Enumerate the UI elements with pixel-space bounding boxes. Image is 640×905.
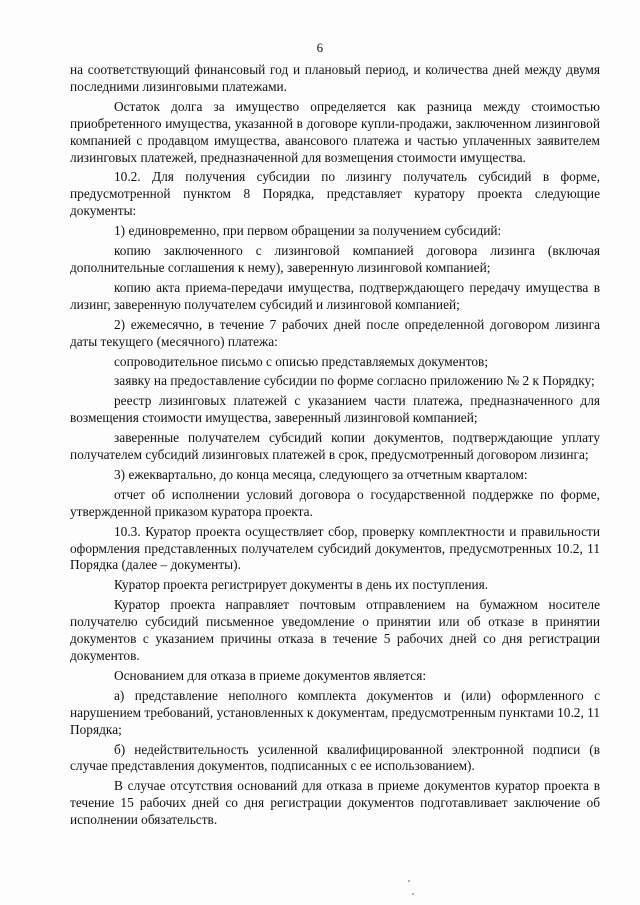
list-item-refusal-a: а) представление неполного комплекта документов и (или) оформленного с нарушением требований, установленных к документам, предусмотренным пунктами 10.2, 11 Порядка; — [70, 687, 600, 737]
list-item-subsidy-application: заявку на предоставление субсидии по форме согласно приложению № 2 к Порядку; — [114, 373, 595, 389]
paragraph-10-2: 10.2. Для получения субсидии по лизингу получатель субсидий в форме, предусмотренной пунктом 8 Порядка, представляет куратору проекта следующие документы: — [70, 169, 600, 219]
list-item-refusal-b: б) недействительность усиленной квалифицированной электронной подписи (в случае представления документов, подписанных с ее использованием). — [70, 741, 600, 774]
paragraph-notification: Куратор проекта направляет почтовым отправлением на бумажном носителе получателю субсидий письменное уведомление о принятии или об отказе в принятии документов с указанием причины отказа в течение 5 рабочих дней со дня регистрации документов. — [70, 597, 600, 663]
list-item-acceptance-act-copy: копию акта приема-передачи имущества, подтверждающего передачу имущества в лизинг, заверенную получателем субсидий и лизинговой компанией; — [70, 279, 600, 312]
document-body — [70, 62, 600, 829]
page-number: 6 — [316, 40, 324, 55]
scan-speck — [408, 880, 410, 882]
list-item-cover-letter: сопроводительное письмо с описью представляемых документов; — [114, 353, 489, 369]
scan-speck — [412, 893, 414, 895]
list-item-payment-proofs: заверенные получателем субсидий копии документов, подтверждающие уплату получателем субсидий лизинговых платежей в срок, предусмотренный договором лизинга; — [70, 430, 600, 463]
paragraph-debt-balance: Остаток долга за имущество определяется как разница между стоимостью приобретенного имущества, указанной в договоре купли-продажи, заключенном лизинговой компанией с продавцом имущества, авансового платежа и частью уплаченных заявителем лизинговых платежей, предназначенной для возмещения стоимости имущества. — [70, 98, 600, 165]
list-item-monthly: 2) ежемесячно, в течение 7 рабочих дней после определенной договором лизинга даты текущего (месячного) платежа: — [70, 316, 600, 349]
list-item-performance-report: отчет об исполнении условий договора о государственной поддержке по форме, утвержденной приказом куратора проекта. — [70, 486, 600, 519]
list-item-quarterly: 3) ежеквартально, до конца месяца, следующего за отчетным кварталом: — [114, 466, 528, 482]
list-item-leasing-contract-copy: копию заключенного с лизинговой компанией договора лизинга (включая дополнительные соглашения к нему), заверенную лизинговой компанией; — [70, 243, 600, 275]
paragraph-10-3: 10.3. Куратор проекта осуществляет сбор, проверку комплектности и правильности оформления представленных получателем субсидий документов, предусмотренных 10.2, 11 Порядка (далее – документы). — [70, 523, 600, 573]
paragraph-continuation: на соответствующий финансовый год и плановый период, и количества дней между двумя последними лизинговыми платежами. — [70, 62, 600, 94]
list-item-one-time: 1) единовременно, при первом обращении за получением субсидий: — [114, 223, 502, 239]
paragraph-no-refusal: В случае отсутствия оснований для отказа в приеме документов куратор проекта в течение 15 рабочих дней со дня регистрации документов подготавливает заключение об исполнении обязательств. — [70, 778, 600, 828]
list-item-payments-register: реестр лизинговых платежей с указанием части платежа, предназначенного для возмещения стоимости имущества, заверенный лизинговой компанией; — [70, 393, 600, 426]
paragraph-refusal-grounds: Основанием для отказа в приеме документов является: — [114, 667, 427, 683]
paragraph-registration: Куратор проекта регистрирует документы в день их поступления. — [114, 577, 489, 593]
